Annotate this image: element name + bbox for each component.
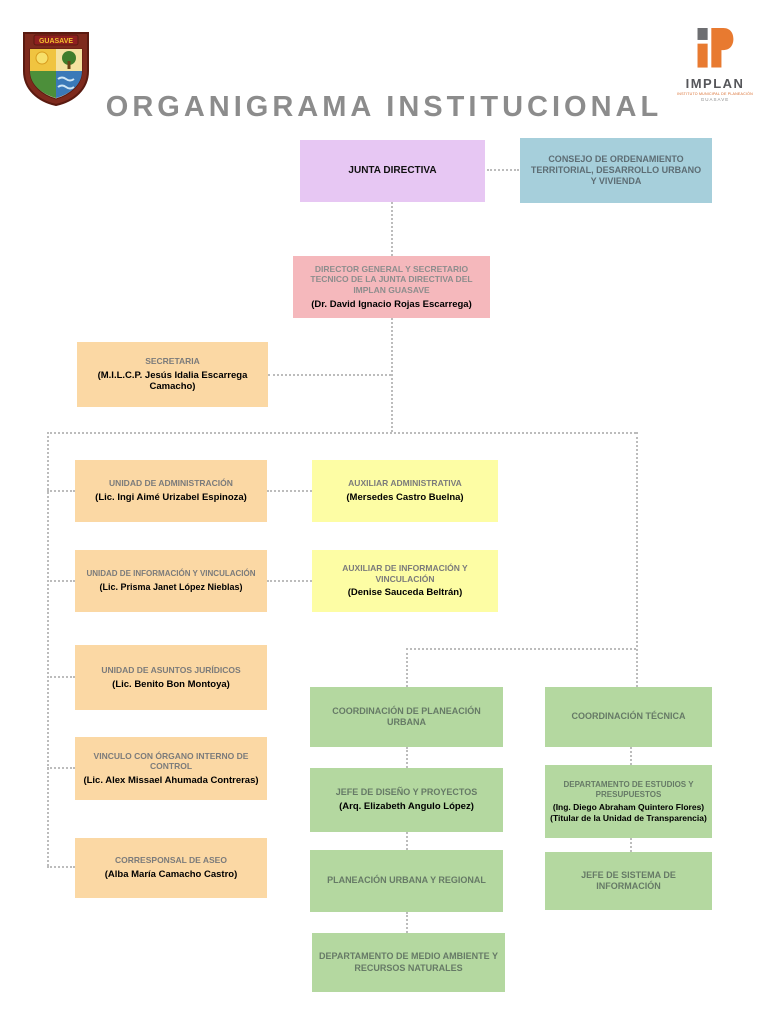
node-title: CORRESPONSAL DE ASEO bbox=[115, 855, 227, 866]
connector-admin-aux bbox=[267, 490, 312, 492]
connector-stub-info bbox=[47, 580, 75, 582]
connector-planurbana-ambiente bbox=[406, 912, 408, 933]
connector-stub-admin bbox=[47, 490, 75, 492]
node-departamento-medio-ambiente bbox=[312, 933, 505, 992]
node-person: (Dr. David Ignacio Rojas Escarrega) bbox=[311, 298, 472, 310]
node-person-role: (Titular de la Unidad de Transparencia) bbox=[550, 812, 707, 823]
node-person: (Denise Sauceda Beltrán) bbox=[347, 587, 463, 599]
node-departamento-estudios-presupuestos bbox=[545, 765, 712, 838]
connector-junta-consejo bbox=[487, 169, 519, 171]
node-title: DEPARTAMENTO DE MEDIO AMBIENTE Y RECURSOS NATURALES bbox=[319, 951, 499, 973]
node-corresponsal-aseo bbox=[75, 838, 267, 898]
node-unidad-informacion bbox=[75, 550, 267, 612]
node-title: PLANEACIÓN URBANA Y REGIONAL bbox=[327, 875, 486, 886]
node-person: (Lic. Alex Missael Ahumada Contreras) bbox=[83, 774, 259, 786]
connector-junta-director bbox=[391, 202, 393, 256]
connector-coord-branch bbox=[406, 648, 636, 650]
connector-coordtecnica-estudios bbox=[630, 747, 632, 765]
node-planeacion-urbana-regional bbox=[310, 850, 503, 912]
node-junta-directiva bbox=[300, 140, 485, 202]
connector-secretaria-stub bbox=[268, 374, 391, 376]
connector-coordurbana-jefediseno bbox=[406, 747, 408, 768]
connector-main-horizontal bbox=[47, 432, 636, 434]
node-jefe-diseno-proyectos bbox=[310, 768, 503, 832]
node-title: JUNTA DIRECTIVA bbox=[348, 164, 437, 176]
node-person: (Lic. Benito Bon Montoya) bbox=[112, 678, 230, 690]
node-asuntos-juridicos bbox=[75, 645, 267, 710]
node-title: COORDINACIÓN TÉCNICA bbox=[571, 711, 686, 722]
implan-brand-text: IMPLAN bbox=[685, 76, 745, 91]
connector-branch-coord-urbana bbox=[406, 648, 408, 687]
node-unidad-administracion bbox=[75, 460, 267, 522]
node-title: DEPARTAMENTO DE ESTUDIOS Y PRESUPUESTOS bbox=[563, 780, 694, 800]
page-title: ORGANIGRAMA INSTITUCIONAL bbox=[105, 91, 663, 123]
node-person: (Mersedes Castro Buelna) bbox=[346, 492, 464, 504]
node-auxiliar-administrativa bbox=[312, 460, 498, 522]
node-title: JEFE DE SISTEMA DE INFORMACIÓN bbox=[581, 869, 676, 891]
node-auxiliar-informacion bbox=[312, 550, 498, 612]
node-person: (Lic. Prisma Janet López Nieblas) bbox=[99, 582, 243, 593]
node-title: UNIDAD DE ADMINISTRACIÓN bbox=[109, 478, 233, 489]
implan-subtitle-text: INSTITUTO MUNICIPAL DE PLANEACIÓN bbox=[677, 92, 753, 96]
implan-monogram-icon bbox=[696, 28, 734, 74]
connector-jefediseno-planurbana bbox=[406, 832, 408, 850]
connector-stub-vinculo bbox=[47, 767, 75, 769]
node-vinculo-organo-interno bbox=[75, 737, 267, 800]
node-title: JEFE DE DISEÑO Y PROYECTOS bbox=[335, 787, 478, 798]
node-coordinacion-planeacion-urbana bbox=[310, 687, 503, 747]
node-title: VINCULO CON ÓRGANO INTERNO DE CONTROL bbox=[93, 750, 249, 772]
node-title: COORDINACIÓN DE PLANEACIÓN URBANA bbox=[332, 705, 481, 727]
node-consejo-ordenamiento bbox=[520, 138, 712, 203]
connector-left-trunk bbox=[47, 432, 49, 866]
node-title: SECRETARIA bbox=[145, 356, 200, 367]
node-director-general bbox=[293, 256, 490, 318]
node-title: DIRECTOR GENERAL Y SECRETARIO TECNICO DE LA JUNTA DIRECTIVA DEL IMPLAN GUASAVE bbox=[310, 263, 473, 296]
node-jefe-sistema-informacion bbox=[545, 852, 712, 910]
connector-right-trunk bbox=[636, 432, 638, 687]
connector-stub-aseo bbox=[47, 866, 75, 868]
node-secretaria bbox=[77, 342, 268, 407]
node-title: UNIDAD DE ASUNTOS JURÍDICOS bbox=[101, 664, 241, 675]
connector-director-trunk bbox=[391, 318, 393, 432]
node-title: UNIDAD DE INFORMACIÓN Y VINCULACIÓN bbox=[86, 569, 256, 579]
node-person: (Lic. Ingi Aimé Urizabel Espinoza) bbox=[95, 492, 247, 504]
node-person: (Arq. Elizabeth Angulo López) bbox=[339, 801, 474, 813]
node-person: (Alba María Camacho Castro) bbox=[104, 869, 238, 881]
node-coordinacion-tecnica bbox=[545, 687, 712, 747]
node-person: (M.I.L.C.P. Jesús Idalia Escarrega Camacho) bbox=[97, 369, 248, 393]
node-title: AUXILIAR DE INFORMACIÓN Y VINCULACIÓN bbox=[342, 563, 468, 584]
node-title: AUXILIAR ADMINISTRATIVA bbox=[348, 478, 462, 489]
connector-info-aux bbox=[267, 580, 312, 582]
connector-stub-juridicos bbox=[47, 676, 75, 678]
connector-estudios-sistema bbox=[630, 838, 632, 852]
node-person: (Ing. Diego Abraham Quintero Flores) bbox=[552, 802, 705, 813]
node-title: CONSEJO DE ORDENAMIENTO TERRITORIAL, DESARROLLO URBANO Y VIVIENDA bbox=[530, 153, 702, 187]
crest-banner-text: GUASAVE bbox=[38, 38, 74, 45]
implan-location-text: GUASAVE bbox=[700, 97, 730, 102]
